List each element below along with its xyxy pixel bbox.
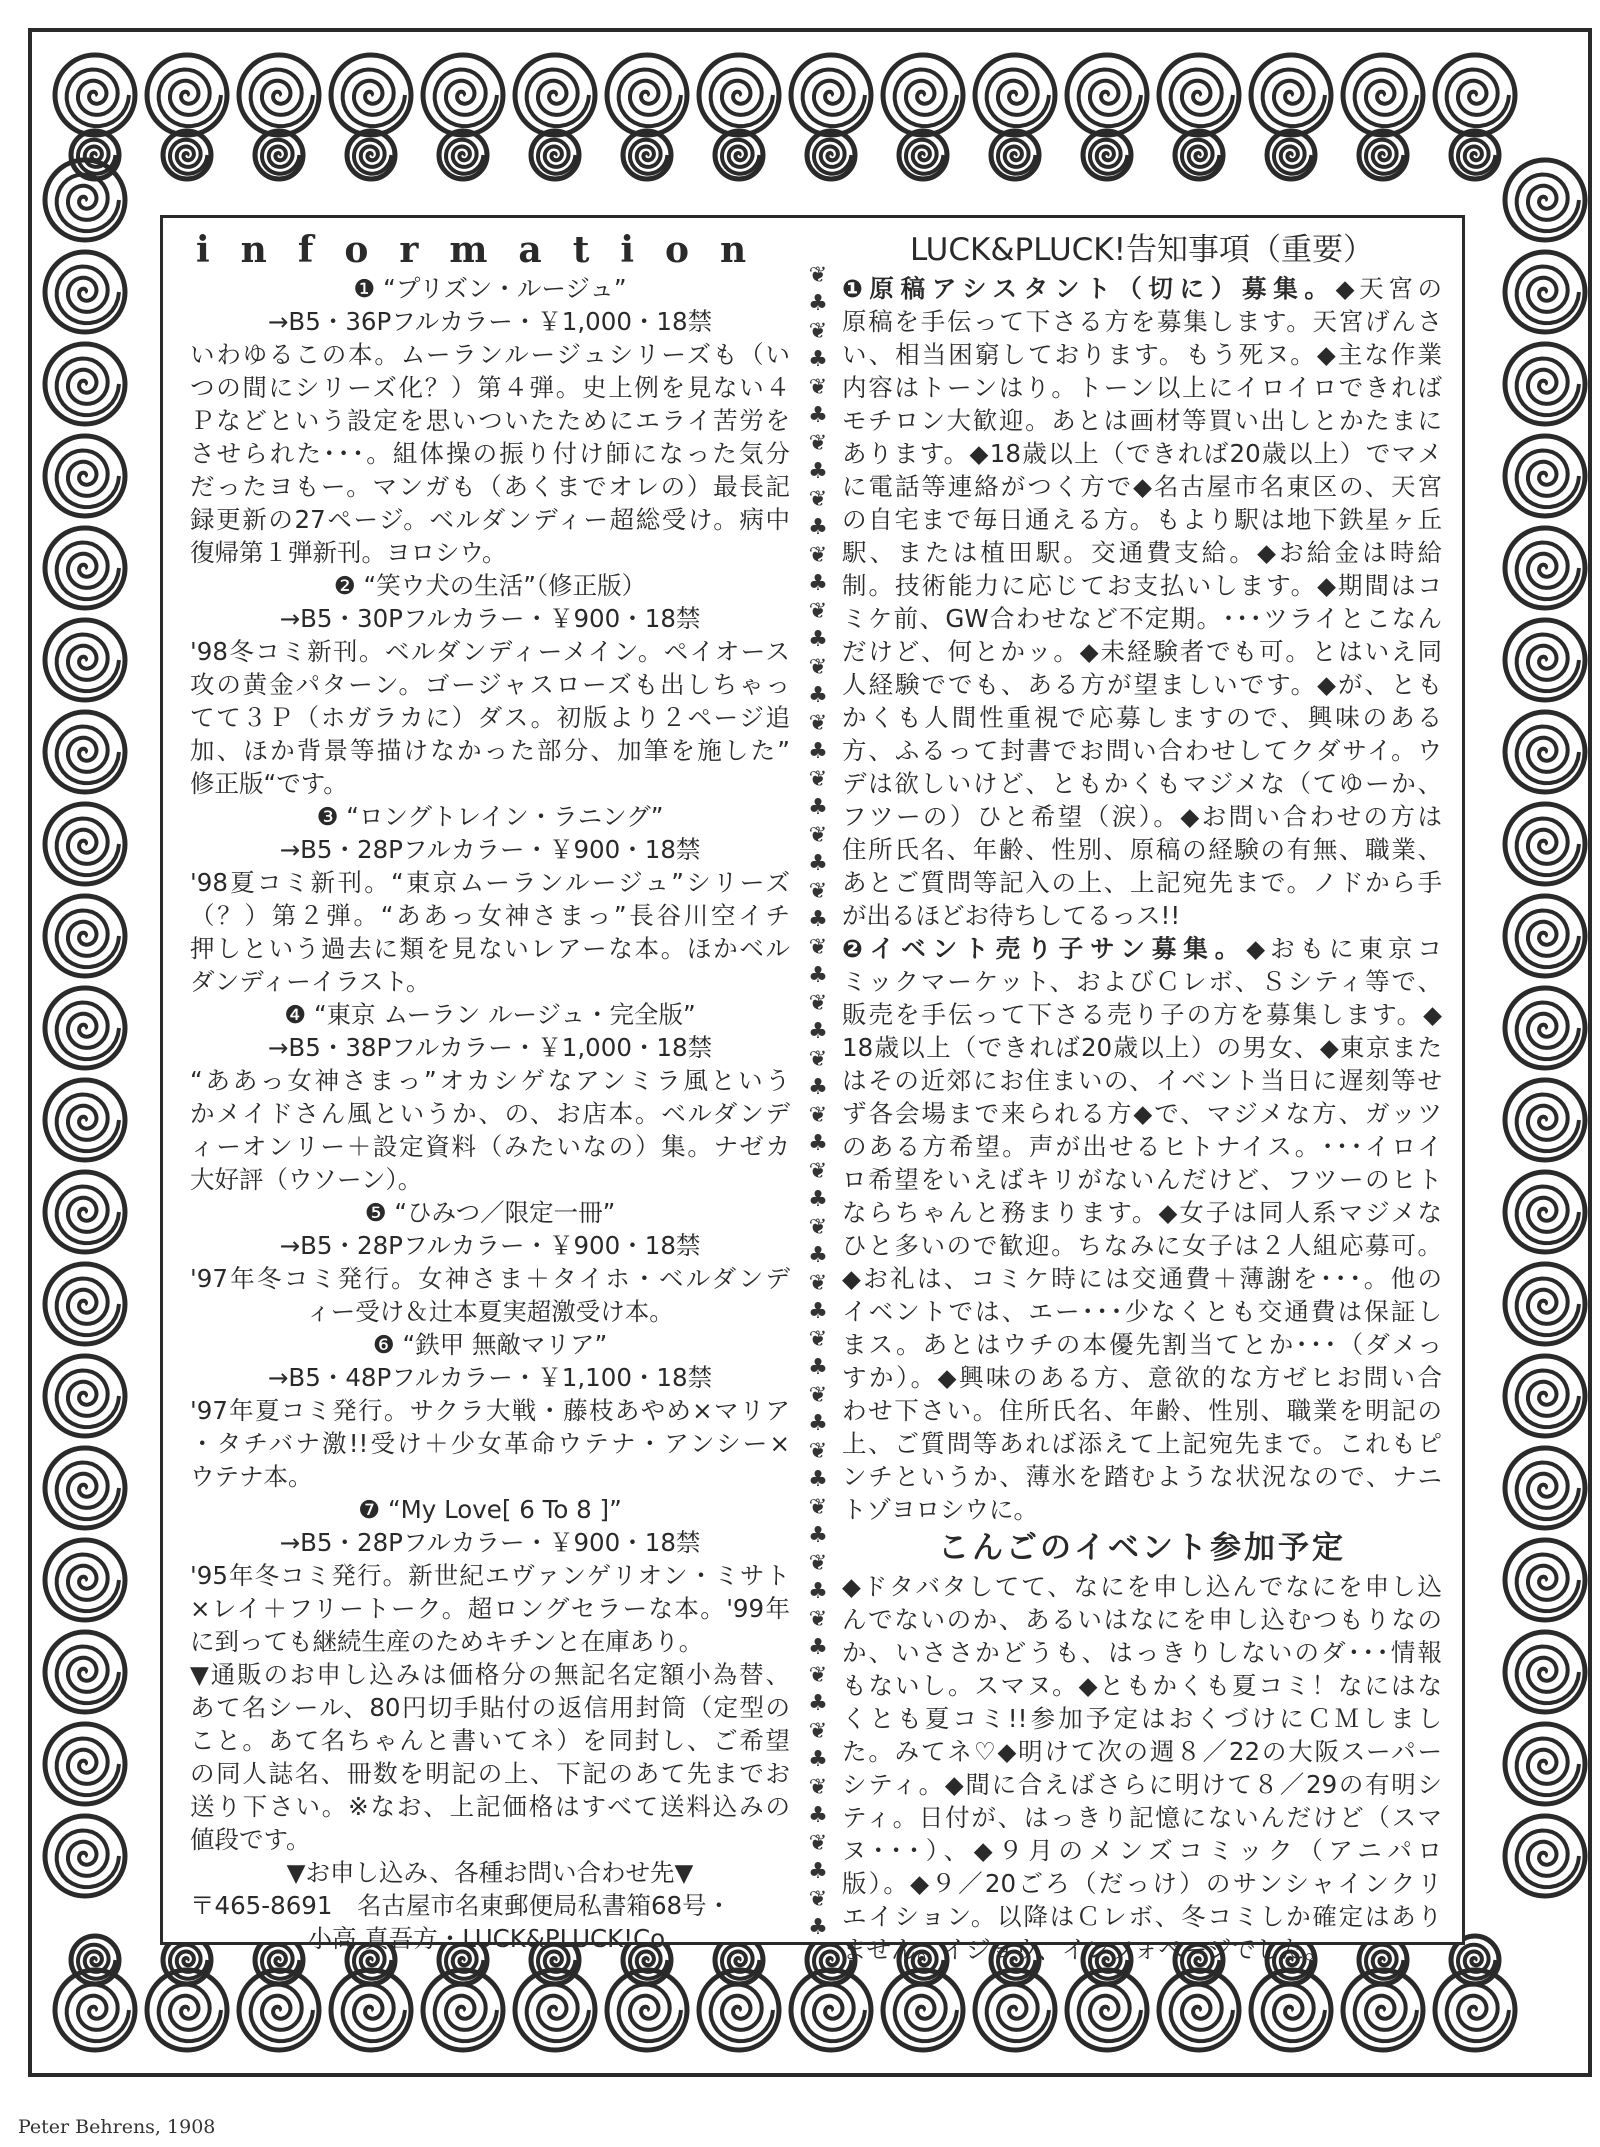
club-vine-icon: ♣	[808, 1019, 828, 1044]
events-text-line: た。みてネ♡◆明けて次の週８／22の大阪スーパー	[842, 1737, 1442, 1766]
book-title: ❶ “プリズン・ルージュ”	[353, 274, 627, 303]
book-title: ❼ “My Love[ 6 To 8 ]”	[358, 1495, 622, 1524]
club-vine-icon: ❦	[808, 1887, 828, 1912]
recruit-text-line: ならちゃんと務まります。◆女子は同人系マジメな	[842, 1198, 1442, 1227]
recruit-text-line: 18歳以上（できれば20歳以上）の男女、◆東京また	[842, 1033, 1442, 1062]
recruit-text-line: まス。あとはウチの本優先割当てとか･･･（ダメっ	[842, 1330, 1442, 1359]
book-spec: →B5・30Pフルカラー・￥900・18禁	[279, 604, 701, 633]
spiral-circle-icon	[45, 1080, 125, 1160]
recruit-text-line: のある方希望。声が出せるヒトナイス。･･･イロイ	[842, 1132, 1442, 1161]
book-spec: →B5・36Pフルカラー・￥1,000・18禁	[267, 307, 713, 336]
club-vine-icon: ❦	[808, 431, 828, 456]
spiral-circle-icon	[1505, 1724, 1585, 1804]
spiral-circle-icon	[1505, 620, 1585, 700]
spiral-circle-icon	[45, 1264, 125, 1344]
club-vine-icon: ❦	[808, 543, 828, 568]
book-description-line: ィーオンリー＋設定資料（みたいなの）集。ナゼカ	[190, 1132, 790, 1161]
book-description-line: ダンディーイラスト。	[190, 967, 431, 996]
club-vine-icon: ❦	[808, 1103, 828, 1128]
club-vine-icon: ♣	[808, 1299, 828, 1324]
club-vine-icon: ♣	[808, 1075, 828, 1100]
spiral-circle-icon	[699, 55, 779, 135]
club-vine-icon: ❦	[808, 935, 828, 960]
spiral-circle-icon	[45, 620, 125, 700]
book-description-line: ィー受け＆辻本夏実超激受け本。	[306, 1297, 674, 1326]
spiral-circle-icon	[239, 55, 319, 135]
spiral-circle-icon	[1505, 712, 1585, 792]
spiral-circle-icon	[1251, 55, 1331, 135]
spiral-circle-icon	[1267, 131, 1315, 179]
notice-column	[842, 228, 1442, 1966]
spiral-circle-icon	[1505, 252, 1585, 332]
spiral-circle-icon	[1451, 131, 1499, 179]
mail-order-line: ▼通販のお申し込みは価格分の無記名定額小為替、	[190, 1660, 790, 1689]
recruit-text-line: ミックマーケット、およびＣレボ、Ｓシティ等で、	[842, 967, 1442, 996]
book-description-line: “ああっ女神さまっ”オカシゲなアンミラ風という	[190, 1066, 790, 1095]
book-title: ❺ “ひみつ／限定一冊”	[364, 1198, 616, 1227]
club-vine-icon: ❦	[808, 711, 828, 736]
spiral-circle-icon	[45, 988, 125, 1068]
book-title: ❸ “ロングトレイン・ラニング”	[316, 802, 664, 831]
club-vine-icon: ♣	[808, 1691, 828, 1716]
recruit-text-line: 住所氏名、年齢、性別、原稿の経験の有無、職業、	[842, 835, 1442, 864]
recruit-text-line: イベントでは、エー･･･少なくとも交通費は保証し	[842, 1297, 1442, 1326]
book-description-line: かメイドさん風というか、の、お店本。ベルダンデ	[190, 1099, 790, 1128]
recruit-text-line: 販売を手伝って下さる売り子の方を募集します。◆	[842, 1000, 1442, 1029]
book-description-line: '98冬コミ新刊。ベルダンディーメイン。ペイオース	[190, 637, 790, 666]
recruit-text-line: モチロン大歓迎。あとは画材等買い出しとかたまに	[842, 406, 1442, 435]
book-description-line: いわゆるこの本。ムーランルージュシリーズも（い	[190, 340, 790, 369]
book-description-line: 押しという過去に類を見ないレアーな本。ほかベル	[190, 934, 790, 963]
recruit-text-line: 内容はトーンはり。トーン以上にイロイロできれば	[842, 373, 1442, 402]
recruit-text-line: ひと多いので歓迎。ちなみに女子は２人組応募可。	[842, 1231, 1442, 1260]
club-vine-icon: ♣	[808, 963, 828, 988]
club-vine-icon: ♣	[808, 1579, 828, 1604]
club-vine-icon: ♣	[808, 1523, 828, 1548]
recruit-lead-text: ◆天宮の	[1335, 274, 1442, 303]
spiral-circle-icon	[1159, 55, 1239, 135]
club-vine-icon: ♣	[808, 907, 828, 932]
spiral-circle-icon	[439, 131, 487, 179]
spiral-circle-icon	[147, 55, 227, 135]
club-vine-icon: ♣	[808, 515, 828, 540]
spiral-circle-icon	[1505, 344, 1585, 424]
spiral-circle-icon	[1505, 988, 1585, 1068]
book-spec: →B5・28Pフルカラー・￥900・18禁	[279, 835, 701, 864]
spiral-circle-icon	[991, 131, 1039, 179]
spiral-circle-icon	[791, 55, 871, 135]
club-vine-icon: ♣	[808, 291, 828, 316]
club-vine-icon: ❦	[808, 1775, 828, 1800]
club-vine-icon: ♣	[808, 627, 828, 652]
spiral-circle-icon	[1505, 1540, 1585, 1620]
spiral-circle-icon	[1505, 896, 1585, 976]
club-vine-icon: ❦	[808, 1439, 828, 1464]
club-vine-icon: ♣	[808, 683, 828, 708]
club-vine-icon: ❦	[808, 1551, 828, 1576]
club-vine-icon: ❦	[808, 599, 828, 624]
recruit-lead-line	[842, 932, 1442, 965]
contact-header: ▼お申し込み、各種お問い合わせ先▼	[286, 1858, 694, 1887]
book-spec: →B5・28Pフルカラー・￥900・18禁	[279, 1528, 701, 1557]
spiral-circle-icon	[45, 344, 125, 424]
book-description-line: 修正版“です。	[190, 769, 348, 798]
recruit-text-line: かくも人間性重視で応募しますので、興味のある	[842, 703, 1442, 732]
recruit-text-line: ミケ前、GW合わせなど不定期。･･･ツライとこなん	[842, 604, 1442, 633]
club-vine-icon: ❦	[808, 1607, 828, 1632]
book-description-line: '97年夏コミ発行。サクラ大戦・藤枝あやめ×マリア	[190, 1396, 790, 1425]
recruit-text-line: ず各会場まで来られる方◆で、マジメな方、ガッツ	[842, 1099, 1442, 1128]
recruit-text-line: ◆お礼は、コミケ時には交通費＋薄謝を･･･。他の	[842, 1264, 1442, 1293]
recruit-text-line: 制。技術能力に応じてお支払いします。◆期間はコ	[842, 571, 1442, 600]
club-vine-icon: ❦	[808, 1663, 828, 1688]
information-column	[190, 228, 790, 1955]
spiral-circle-icon	[807, 131, 855, 179]
spiral-circle-icon	[45, 896, 125, 976]
club-vine-icon: ♣	[808, 1131, 828, 1156]
book-description-line: つの間にシリーズ化？）第４弾。史上例を見ない４	[190, 373, 790, 402]
club-vine-icon: ❦	[808, 655, 828, 680]
spiral-circle-icon	[1175, 131, 1223, 179]
club-vine-icon: ❦	[808, 823, 828, 848]
spiral-circle-icon	[45, 712, 125, 792]
club-vine-icon: ❦	[808, 375, 828, 400]
recruit-text-line: の自宅まで毎日通える方。もより駅は地下鉄星ヶ丘	[842, 505, 1442, 534]
book-description-line: だったヨもー。マンガも（あくまでオレの）最長記	[190, 472, 790, 501]
club-vine-icon: ♣	[808, 851, 828, 876]
spiral-circle-icon	[331, 55, 411, 135]
spiral-circle-icon	[1505, 1632, 1585, 1712]
spiral-circle-icon	[715, 131, 763, 179]
book-title: ❻ “鉄甲 無敵マリア”	[372, 1330, 608, 1359]
recruit-text-line: が出るほどお待ちしてるっス!!	[842, 901, 1181, 930]
book-description-line: 録更新の27ページ。ベルダンディー超総受け。病中	[190, 505, 790, 534]
recruit-text-line: フツーの）ひと希望（涙）。◆お問い合わせの方は	[842, 802, 1442, 831]
book-spec: →B5・28Pフルカラー・￥900・18禁	[279, 1231, 701, 1260]
events-text-line: ヌ･･･）、◆９月のメンズコミック（アニパロ	[842, 1836, 1442, 1865]
events-text-line: くとも夏コミ!!参加予定はおくづけにＣＭしまし	[842, 1704, 1442, 1733]
club-vine-icon: ♣	[808, 571, 828, 596]
spiral-circle-icon	[515, 55, 595, 135]
club-vine-icon: ❦	[808, 1383, 828, 1408]
spiral-circle-icon	[55, 55, 135, 135]
spiral-circle-icon	[347, 131, 395, 179]
recruit-section-title: ❷イベント売り子サン募集。	[842, 934, 1247, 963]
recruit-text-line: すか）。◆興味のある方、意欲的な方ゼヒお問い合	[842, 1363, 1442, 1392]
events-text-line: ません。イジョウ、インフォページでした。	[842, 1935, 1330, 1964]
events-text-line: か、いささかどうも、はっきりしないのダ･･･情報	[842, 1638, 1442, 1667]
book-description-line: （？）第２弾。“ああっ女神さまっ”長谷川空イチ	[190, 901, 790, 930]
club-vine-icon: ❦	[808, 263, 828, 288]
book-description-line: '98夏コミ新刊。“東京ムーランルージュ”シリーズ	[190, 868, 790, 897]
image-credit-caption: Peter Behrens, 1908	[18, 2116, 216, 2138]
events-text-line: エイション。以降はＣレボ、冬コミしか確定はあり	[842, 1902, 1442, 1931]
recruit-text-line: あります。◆18歳以上（できれば20歳以上）でマメ	[842, 439, 1442, 468]
book-description-line: '97年冬コミ発行。女神さま＋タイホ・ベルダンデ	[190, 1264, 790, 1293]
book-description-line: 攻の黄金パターン。ゴージャスローズも出しちゃっ	[190, 670, 790, 699]
recruit-text-line: い、相当困窮しております。もう死ヌ。◆主な作業	[842, 340, 1442, 369]
spiral-circle-icon	[423, 55, 503, 135]
recruit-text-line: あとご質問等記入の上、上記宛先まで。ノドから手	[842, 868, 1442, 897]
spiral-circle-icon	[45, 1632, 125, 1712]
club-vine-icon: ♣	[808, 1803, 828, 1828]
book-description-line: ×レイ＋フリートーク。超ロングセラーな本。'99年	[190, 1594, 790, 1623]
spiral-circle-icon	[531, 131, 579, 179]
club-vine-icon: ❦	[808, 1719, 828, 1744]
events-heading: こんごのイベント参加予定	[938, 1530, 1346, 1566]
spiral-circle-icon	[1067, 55, 1147, 135]
spiral-circle-icon	[45, 804, 125, 884]
book-description-line: 復帰第１弾新刊。ヨロシウ。	[190, 538, 507, 567]
spiral-circle-icon	[163, 131, 211, 179]
spiral-circle-icon	[1505, 804, 1585, 884]
club-vine-icon: ❦	[808, 767, 828, 792]
column-divider-vine	[800, 262, 836, 1942]
club-vine-icon: ♣	[808, 1747, 828, 1772]
events-text-line: シティ。◆間に合えばさらに明けて８／29の有明シ	[842, 1770, 1442, 1799]
spiral-circle-icon	[1505, 1264, 1585, 1344]
mail-order-line: 送り下さい。※なお、上記価格はすべて送料込みの	[190, 1792, 790, 1821]
recruit-text-line: 上、ご質問等あれば添えて上記宛先まで。これもピ	[842, 1429, 1442, 1458]
spiral-circle-icon	[975, 55, 1055, 135]
events-text-line: もないし。スマヌ。◆ともかくも夏コミ！なにはな	[842, 1671, 1442, 1700]
club-vine-icon: ❦	[808, 1495, 828, 1520]
club-vine-icon: ❦	[808, 1271, 828, 1296]
book-description-line: Ｐなどという設定を思いついたためにエライ苦労を	[190, 406, 790, 435]
club-vine-icon: ♣	[808, 1915, 828, 1940]
club-vine-icon: ❦	[808, 1047, 828, 1072]
club-vine-icon: ❦	[808, 1215, 828, 1240]
events-text-line: ティ。日付が、はっきり記憶にないんだけど（スマ	[842, 1803, 1442, 1832]
spiral-circle-icon	[45, 252, 125, 332]
events-text-line: んでないのか、あるいはなにを申し込むつもりなの	[842, 1605, 1442, 1634]
recruit-lead-text: ◆おもに東京コ	[1246, 934, 1442, 963]
recruit-section-title: ❶原稿アシスタント（切に）募集。	[842, 274, 1336, 303]
spiral-circle-icon	[1343, 55, 1423, 135]
mail-order-line: の同人誌名、冊数を明記の上、下記のあて先までお	[190, 1759, 790, 1788]
spiral-circle-icon	[883, 55, 963, 135]
spiral-circle-icon	[1505, 1816, 1585, 1896]
recruit-text-line: デは欲しいけど、ともかくもマジメな（てゆーか、	[842, 769, 1442, 798]
book-description-line: させられた･･･。組体操の振り付け師になった気分	[190, 439, 790, 468]
spiral-circle-icon	[45, 1816, 125, 1896]
club-vine-icon: ❦	[808, 1159, 828, 1184]
recruit-text-line: 人経験ででも、ある方が望ましいです。◆が、とも	[842, 670, 1442, 699]
book-title: ❹ “東京 ムーラン ルージュ・完全版”	[284, 1000, 696, 1029]
recruit-text-line: 原稿を手伝って下さる方を募集します。天宮げんさ	[842, 307, 1442, 336]
book-spec: →B5・48Pフルカラー・￥1,100・18禁	[267, 1363, 713, 1392]
club-vine-icon: ♣	[808, 1355, 828, 1380]
recruit-text-line: 方、ふるって封書でお問い合わせしてクダサイ。ウ	[842, 736, 1442, 765]
club-vine-icon: ❦	[808, 1831, 828, 1856]
club-vine-icon: ♣	[808, 1635, 828, 1660]
club-vine-icon: ♣	[808, 1187, 828, 1212]
club-vine-icon: ❦	[808, 1327, 828, 1352]
spiral-circle-icon	[1505, 1448, 1585, 1528]
spiral-circle-icon	[1505, 436, 1585, 516]
mail-order-line: 値段です。	[190, 1825, 311, 1854]
spiral-circle-icon	[1505, 528, 1585, 608]
club-vine-icon: ♣	[808, 1467, 828, 1492]
spiral-circle-icon	[1083, 131, 1131, 179]
club-vine-icon: ♣	[808, 403, 828, 428]
spiral-circle-icon	[45, 1356, 125, 1436]
spiral-circle-icon	[1505, 160, 1585, 240]
information-heading: information	[196, 229, 778, 271]
spiral-circle-icon	[45, 436, 125, 516]
mail-order-line: こと。あて名ちゃんと書いてネ）を同封し、ご希望	[190, 1726, 790, 1755]
recruit-text-line: に電話等連絡がつく方で◆名古屋市名東区の、天宮	[842, 472, 1442, 501]
club-vine-icon: ♣	[808, 1411, 828, 1436]
spiral-circle-icon	[45, 1540, 125, 1620]
club-vine-icon: ❦	[808, 991, 828, 1016]
club-vine-icon: ♣	[808, 459, 828, 484]
book-title: ❷ “笑ウ犬の生活”（修正版）	[333, 571, 647, 600]
spiral-circle-icon	[607, 55, 687, 135]
club-vine-icon: ♣	[808, 1859, 828, 1884]
spiral-circle-icon	[899, 131, 947, 179]
book-description-line: ・タチバナ激!!受け＋少女革命ウテナ・アンシー×	[190, 1429, 790, 1458]
spiral-circle-icon	[1359, 131, 1407, 179]
club-vine-icon: ♣	[808, 739, 828, 764]
spiral-circle-icon	[1505, 1356, 1585, 1436]
club-vine-icon: ♣	[808, 795, 828, 820]
recruit-text-line: 駅、または植田駅。交通費支給。◆お給金は時給	[842, 538, 1442, 567]
spiral-circle-icon	[1435, 55, 1515, 135]
events-text-line: ◆ドタバタしてて、なにを申し込んでなにを申し込	[842, 1572, 1442, 1601]
spiral-circle-icon	[45, 1172, 125, 1252]
recruit-text-line: ンチというか、薄氷を踏むような状況なので、ナニ	[842, 1462, 1442, 1491]
recruit-text-line: トゾヨロシウに。	[842, 1495, 1038, 1524]
club-vine-icon: ♣	[808, 347, 828, 372]
book-description-line: ウテナ本。	[190, 1462, 313, 1491]
spiral-circle-icon	[45, 1448, 125, 1528]
spiral-circle-icon	[45, 1724, 125, 1804]
recruit-text-line: だけど、何とかッ。◆未経験者でも可。とはいえ同	[842, 637, 1442, 666]
book-description-line: '95年冬コミ発行。新世紀エヴァンゲリオン・ミサト	[190, 1561, 790, 1590]
book-description-line: 加、ほか背景等描けなかった部分、加筆を施した”	[190, 736, 790, 765]
spiral-circle-icon	[45, 528, 125, 608]
mail-order-line: あて名シール、80円切手貼付の返信用封筒（定型の	[190, 1693, 790, 1722]
recruit-text-line: ロ希望をいえばキリがないんだけど、フツーのヒト	[842, 1165, 1442, 1194]
club-vine-icon: ❦	[808, 879, 828, 904]
recruit-text-line: はその近郊にお住まいの、イベント当日に遅刻等せ	[842, 1066, 1442, 1095]
club-vine-icon: ❦	[808, 487, 828, 512]
spiral-circle-icon	[623, 131, 671, 179]
recruit-lead-line	[842, 272, 1442, 305]
recruit-text-line: わせ下さい。住所氏名、年齢、性別、職業を明記の	[842, 1396, 1442, 1425]
contact-address-line: 小高 真吾方・LUCK&PLUCK!Co.	[307, 1924, 673, 1953]
spiral-circle-icon	[255, 131, 303, 179]
contact-address-line: 〒465-8691 名古屋市名東郵便局私書箱68号・	[190, 1891, 732, 1920]
book-description-line: てて３Ｐ（ホガラカに）ダス。初版より２ページ追	[190, 703, 790, 732]
book-spec: →B5・38Pフルカラー・￥1,000・18禁	[267, 1033, 713, 1062]
spiral-circle-icon	[1505, 1172, 1585, 1252]
book-description-line: に到っても継続生産のためキチンと在庫あり。	[190, 1627, 704, 1656]
club-vine-icon: ❦	[808, 319, 828, 344]
club-vine-icon: ♣	[808, 1243, 828, 1268]
events-text-line: 版）。◆９／20ごろ（だっけ）のサンシャインクリ	[842, 1869, 1442, 1898]
book-description-line: 大好評（ウソーン）。	[190, 1165, 423, 1194]
notice-heading: LUCK&PLUCK!告知事項（重要）	[909, 232, 1375, 268]
spiral-circle-icon	[71, 1936, 119, 1984]
spiral-circle-icon	[1505, 1080, 1585, 1160]
